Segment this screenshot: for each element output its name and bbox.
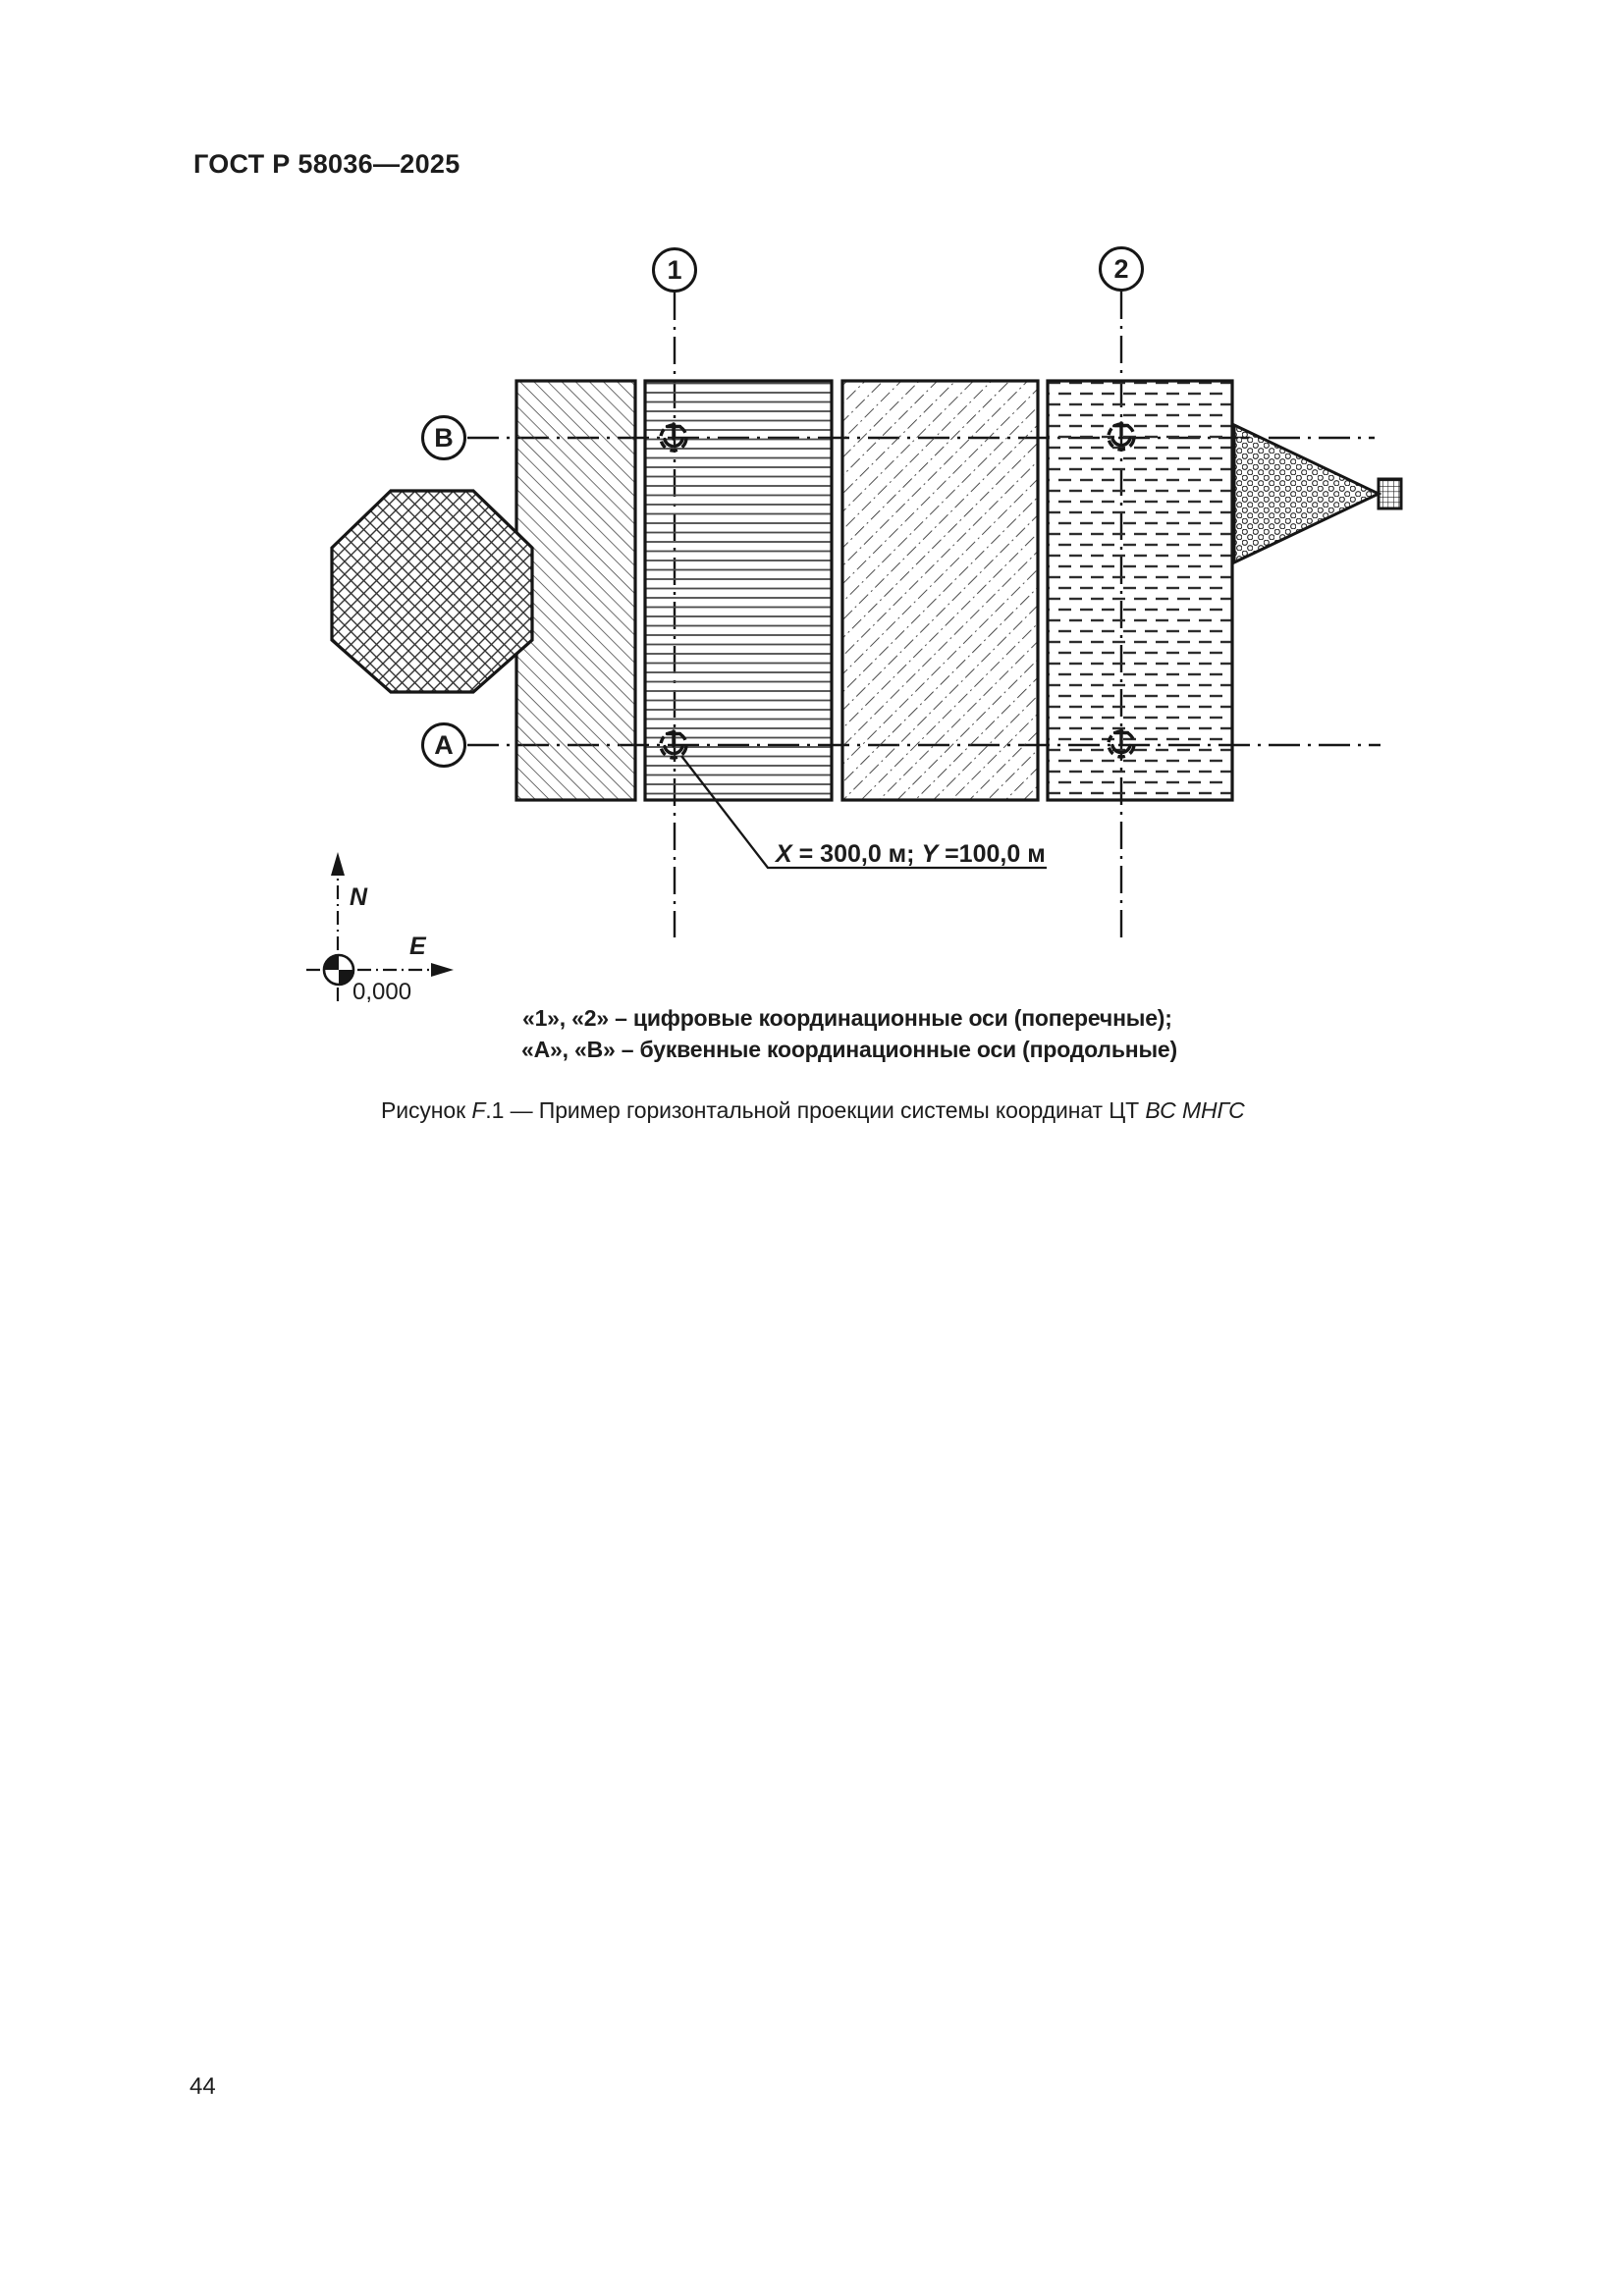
axis-bubble-1 <box>652 247 697 293</box>
north-arrowhead-icon <box>331 852 345 876</box>
coordinate-label-y-value: =100,0 м <box>938 840 1046 868</box>
page-number: 44 <box>189 2073 216 2100</box>
caption-figure-ref: F <box>471 1097 486 1123</box>
axis-bubble-a-label: А <box>434 729 454 760</box>
axis-bubble-2 <box>1099 246 1144 292</box>
coordinate-label-y-var: Y <box>921 840 939 868</box>
caption-object: ВС МНГС <box>1145 1097 1245 1123</box>
origin-benchmark-icon <box>324 955 353 985</box>
figure-caption <box>381 1097 1245 1124</box>
flare-boom-tip <box>1379 479 1401 508</box>
legend-line-2: «А», «В» – буквенные координационные оси (продольные) <box>521 1037 1177 1062</box>
axis-bubble-b <box>421 415 466 460</box>
north-label: N <box>350 883 368 911</box>
coordinate-label-x-var: X <box>776 840 792 868</box>
module-block-3 <box>842 381 1038 800</box>
document-header: ГОСТ Р 58036—2025 <box>193 149 460 179</box>
axis-bubble-b-label: В <box>434 422 454 453</box>
coordinate-label-x-value: = 300,0 м; <box>791 840 922 868</box>
axis-bubble-1-label: 1 <box>667 254 682 285</box>
module-block-4 <box>1048 381 1232 800</box>
octagon-structure <box>332 491 532 692</box>
axis-bubble-a <box>421 722 466 768</box>
module-block-1 <box>516 381 635 800</box>
origin-elevation-value: 0,000 <box>352 979 412 1005</box>
coordinate-label <box>776 840 1046 869</box>
flare-boom-triangle <box>1234 425 1379 562</box>
east-label: E <box>409 933 426 960</box>
east-arrowhead-icon <box>431 963 454 977</box>
caption-prefix: Рисунок <box>381 1097 472 1123</box>
caption-middle: .1 — Пример горизонтальной проекции системы координат ЦТ <box>485 1097 1146 1123</box>
axis-bubble-2-label: 2 <box>1113 253 1129 284</box>
legend-line-1: «1», «2» – цифровые координационные оси (поперечные); <box>522 1005 1172 1031</box>
